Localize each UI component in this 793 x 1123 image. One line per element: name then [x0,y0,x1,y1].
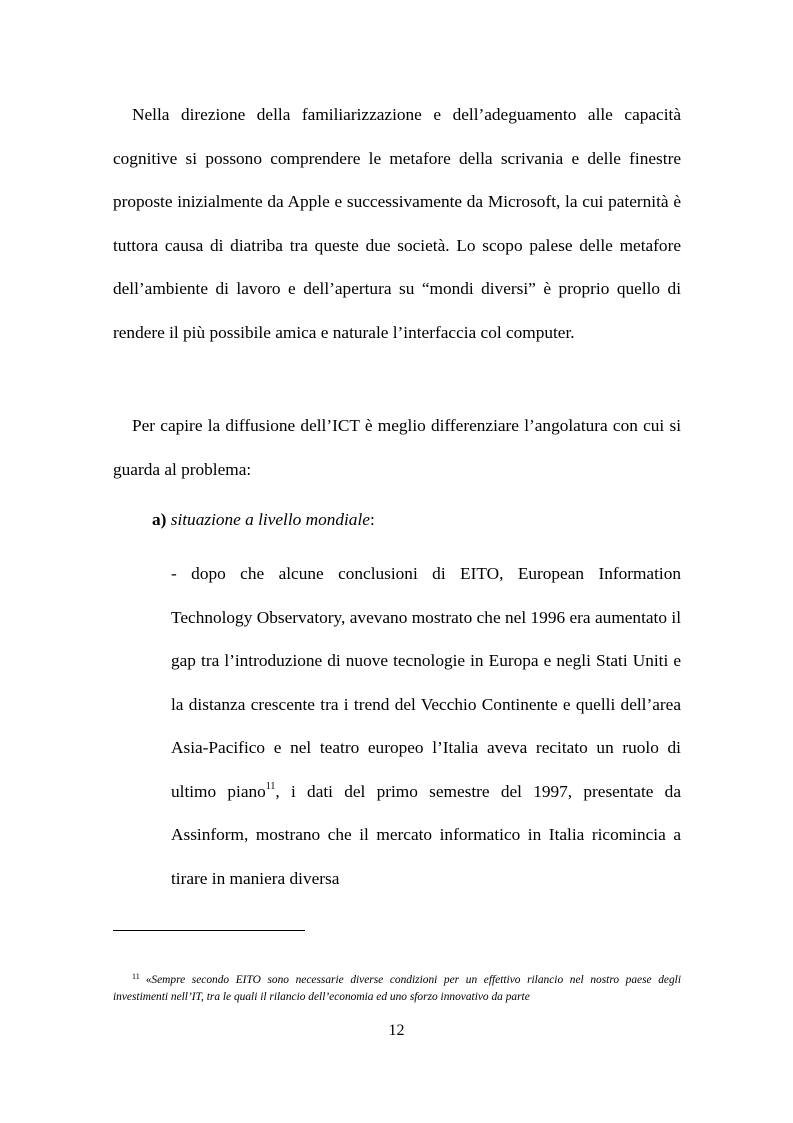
footnote-text: Sempre secondo EITO sono necessarie diverse condizioni per un effettivo rilancio nel nostro paese degli investimenti nell’IT, tra le quali il rilancio dell’economia ed uno sforzo innovativo da parte [113,974,681,1003]
footnote [113,968,681,1006]
list-item-a-heading [152,498,375,542]
footnote-quote-mark: « [145,974,152,986]
body-paragraph-2: Per capire la diffusione dell’ICT è meglio differenziare l’angolatura con cui si guarda al problema: [113,416,681,479]
list-item-title: situazione a livello mondiale [170,510,370,529]
list-item-body-text-2: , i dati del primo semestre del 1997, presentate da Assinform, mostrano che il mercato informatico in Italia ricomincia a tirare in maniera diversa [171,781,681,888]
list-item-body-text-1: - dopo che alcune conclusioni di EITO, European Information Technology Observatory, avevano mostrato che nel 1996 era aumentato il gap tra l’introduzione di nuove tecnologie in Europa e negli Stati Uniti e la distanza crescente tra i trend del Vecchio Continente e quelli dell’area Asia-Pacifico e nel teatro europeo l’Italia aveva recitato un ruolo di ultimo piano [171,564,681,801]
body-paragraph-1: Nella direzione della familiarizzazione e dell’adeguamento alle capacità cognitive si possono comprendere le metafore della scrivania e delle finestre proposte inizialmente da Apple e successivamente da Microsoft, la cui paternità è tuttora causa di diatriba tra queste due società. Lo scopo palese delle metafore dell’ambiente di lavoro e dell’apertura su “mondi diversi” è proprio quello di rendere il più possibile amica e naturale l’interfaccia col computer. [113,105,681,342]
footnote-reference[interactable]: 11 [265,780,276,792]
list-item-colon: : [369,510,375,529]
list-item-a-body [171,552,681,900]
list-item-marker: a) [152,510,167,529]
footnote-separator [113,930,305,931]
page-number: 12 [388,1022,405,1039]
footnote-number: 11 [132,972,140,981]
